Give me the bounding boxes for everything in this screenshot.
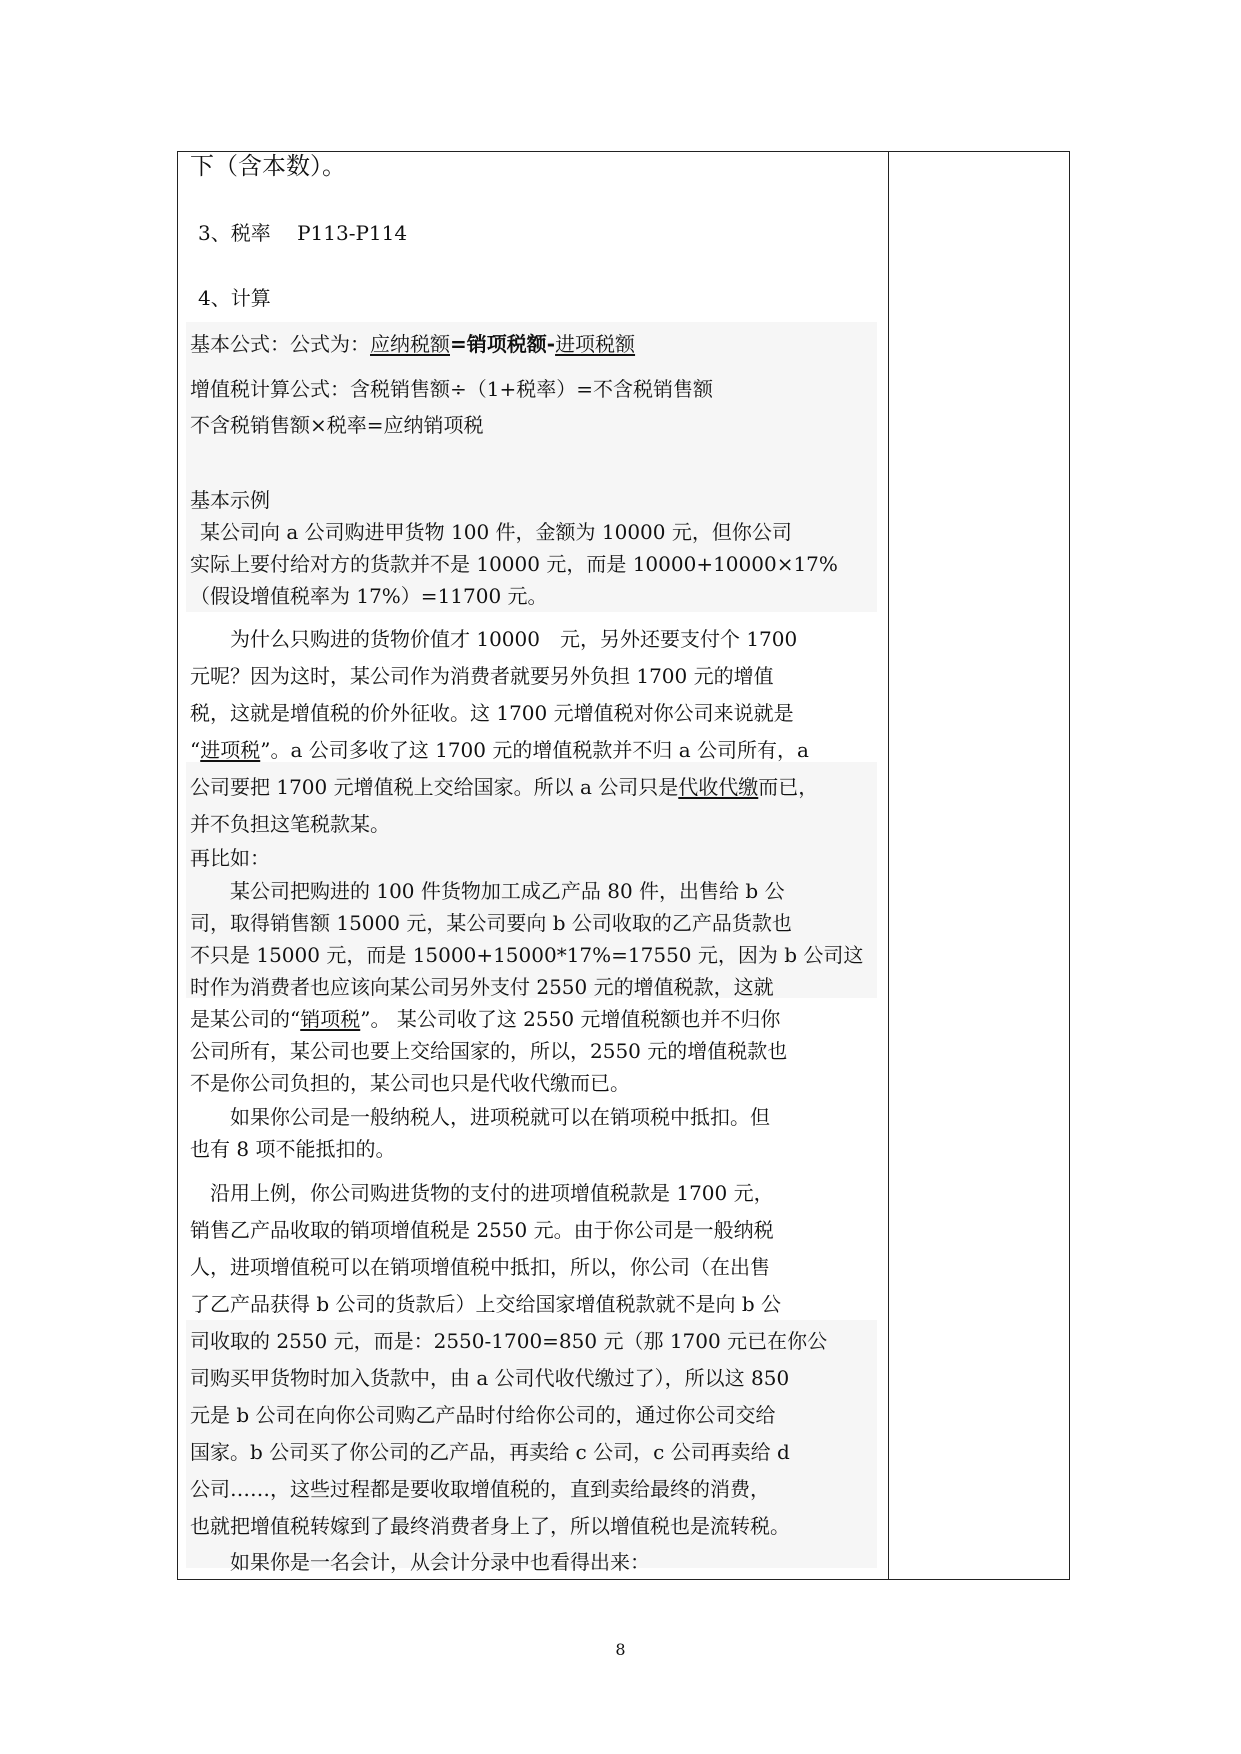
formula-term-payable: 应纳税额: [370, 332, 450, 356]
text-line: 也有 8 项不能抵扣的。: [190, 1137, 396, 1161]
text-line: 也就把增值税转嫁到了最终消费者身上了，所以增值税也是流转税。: [190, 1514, 790, 1538]
formula-operator: =销项税额-: [450, 332, 556, 356]
text-line: 国家。b 公司买了你公司的乙产品，再卖给 c 公司，c 公司再卖给 d: [190, 1440, 790, 1464]
text-line: 不含税销售额×税率=应纳销项税: [190, 413, 484, 437]
text-span: 而已，: [758, 775, 819, 799]
text-line: 如果你公司是一般纳税人，进项税就可以在销项税中抵扣。但: [230, 1105, 770, 1129]
text-line: 公司……，这些过程都是要收取增值税的，直到卖给最终的消费，: [190, 1477, 770, 1501]
text-line: 4、计算: [198, 286, 271, 310]
text-line: 税，这就是增值税的价外征收。这 1700 元增值税对你公司来说就是: [190, 701, 794, 725]
text-span: 公司要把 1700 元增值税上交给国家。所以 a 公司只是: [190, 775, 679, 799]
text-line: 下（含本数）。: [190, 152, 346, 180]
text-span: “: [190, 738, 201, 762]
text-line: 元呢？因为这时，某公司作为消费者就要另外负担 1700 元的增值: [190, 664, 774, 688]
text-line: 时作为消费者也应该向某公司另外支付 2550 元的增值税款，这就: [190, 975, 774, 999]
text-line: 3、税率 P113-P114: [198, 221, 408, 245]
term-collect-pay: 代收代缴: [678, 775, 759, 799]
formula-mid: 公式为：: [290, 332, 370, 356]
formula-prefix: 基本公式：: [190, 332, 290, 356]
text-line: 司购买甲货物时加入货款中，由 a 公司代收代缴过了），所以这 850: [190, 1366, 790, 1390]
formula-term-input: 进项税额: [555, 332, 636, 356]
text-line: 基本示例: [190, 488, 270, 512]
text-span: ”。 某公司收了这 2550 元增值税额也并不归你: [360, 1007, 781, 1031]
text-line: 为什么只购进的货物价值才 10000 元，另外还要支付个 1700: [230, 627, 798, 651]
text-line: 如果你是一名会计，从会计分录中也看得出来：: [230, 1550, 650, 1574]
text-line: [190, 736, 809, 764]
column-divider: [888, 152, 889, 1579]
text-span: ”。a 公司多收了这 1700 元的增值税款并不归 a 公司所有，a: [260, 738, 809, 762]
text-line: 人，进项增值税可以在销项增值税中抵扣，所以，你公司（在出售: [190, 1255, 770, 1279]
text-line: 某公司向 a 公司购进甲货物 100 件，金额为 10000 元，但你公司: [200, 520, 792, 544]
text-line: [190, 1005, 780, 1033]
text-span: 是某公司的“: [190, 1007, 301, 1031]
page-number: 8: [615, 1640, 626, 1659]
text-line: 司，取得销售额 15000 元，某公司要向 b 公司收取的乙产品货款也: [190, 911, 792, 935]
text-line: 元是 b 公司在向你公司购乙产品时付给你公司的，通过你公司交给: [190, 1403, 776, 1427]
text-line: 公司所有，某公司也要上交给国家的，所以，2550 元的增值税款也: [190, 1039, 788, 1063]
text-line: 实际上要付给对方的货款并不是 10000 元，而是 10000+10000×17%: [190, 552, 838, 576]
text-line: 不只是 15000 元，而是 15000+15000*17%=17550 元，因为 b 公司这: [190, 943, 864, 967]
text-line: 销售乙产品收取的销项增值税是 2550 元。由于你公司是一般纳税: [190, 1218, 774, 1242]
formula-line: [190, 330, 635, 358]
text-line: 了乙产品获得 b 公司的货款后）上交给国家增值税款就不是向 b 公: [190, 1292, 782, 1316]
text-line: [190, 773, 818, 801]
text-line: 并不负担这笔税款某。: [190, 812, 390, 836]
text-line: 司收取的 2550 元，而是：2550-1700=850 元（那 1700 元已在你公: [190, 1329, 828, 1353]
text-line: 再比如：: [190, 846, 270, 870]
text-line: （假设增值税率为 17%）=11700 元。: [190, 584, 548, 608]
text-line: 不是你公司负担的，某公司也只是代收代缴而已。: [190, 1071, 630, 1095]
document-table: [177, 151, 1070, 1580]
term-input-tax: 进项税: [200, 738, 261, 762]
text-line: 沿用上例，你公司购进货物的支付的进项增值税款是 1700 元，: [210, 1181, 774, 1205]
term-output-tax: 销项税: [300, 1007, 361, 1031]
text-line: 某公司把购进的 100 件货物加工成乙产品 80 件，出售给 b 公: [230, 879, 785, 903]
text-line: 增值税计算公式：含税销售额÷（1+税率）=不含税销售额: [190, 377, 713, 401]
